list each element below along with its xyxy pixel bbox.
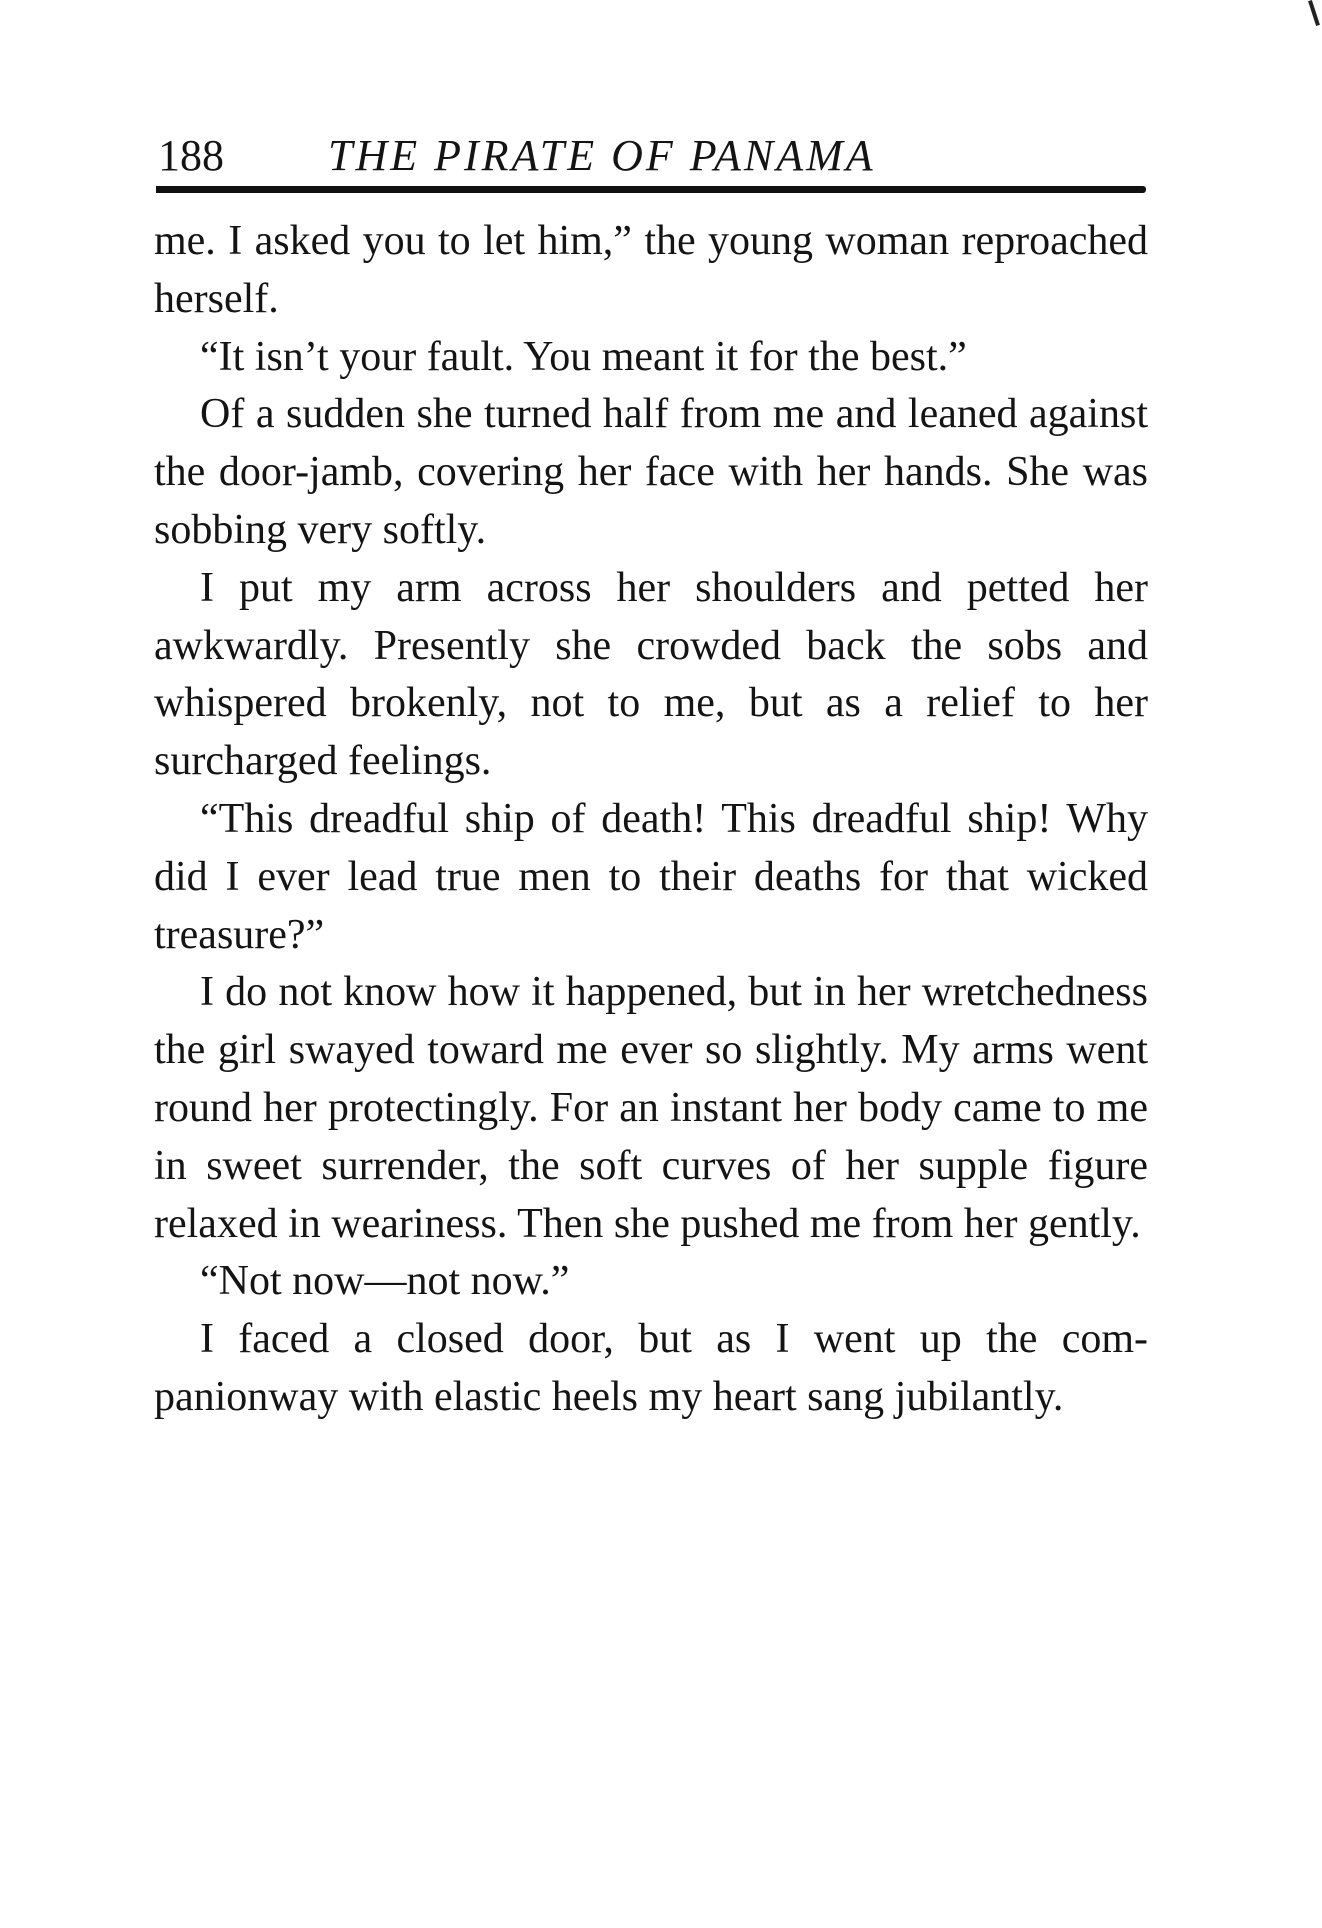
running-title: THE PIRATE OF PANAMA — [328, 131, 876, 180]
paragraph: me. I asked you to let him,” the young woman reproached herself. — [154, 218, 1148, 322]
body-text — [154, 213, 1148, 1427]
paragraph: I faced a closed door, but as I went up the companionway with elastic heels my heart sang jubilantly. — [154, 1316, 1148, 1420]
header-rule — [156, 186, 1146, 193]
paragraph: “Not now—not now.” — [200, 1258, 570, 1305]
paragraph: “This dreadful ship of death! This dreadful ship! Why did I ever lead true men to their deaths for that wicked treasure?” — [154, 795, 1148, 958]
page-header — [158, 124, 1144, 186]
paragraph: I put my arm across her shoulders and petted her awkwardly. Presently she crowded back the sobs and whispered brokenly, not to me, but as a relief to her surcharged feelings. — [154, 564, 1148, 785]
paragraph: “It isn’t your fault. You meant it for the best.” — [200, 333, 967, 380]
paragraph: Of a sudden she turned half from me and leaned against the door-jamb, covering her face with her hands. She was sobbing very softly. — [154, 391, 1148, 553]
paragraph: I do not know how it happened, but in her wretchedness the girl swayed toward me ever so slightly. My arms went round her protectingly. For an instant her body came to me in sweet surrender, the soft curves of her supple figure relaxed in weariness. Then she pushed me from her gently. — [154, 969, 1148, 1247]
page-number: 188 — [158, 131, 224, 180]
scan-corner-mark — [1308, 0, 1320, 26]
